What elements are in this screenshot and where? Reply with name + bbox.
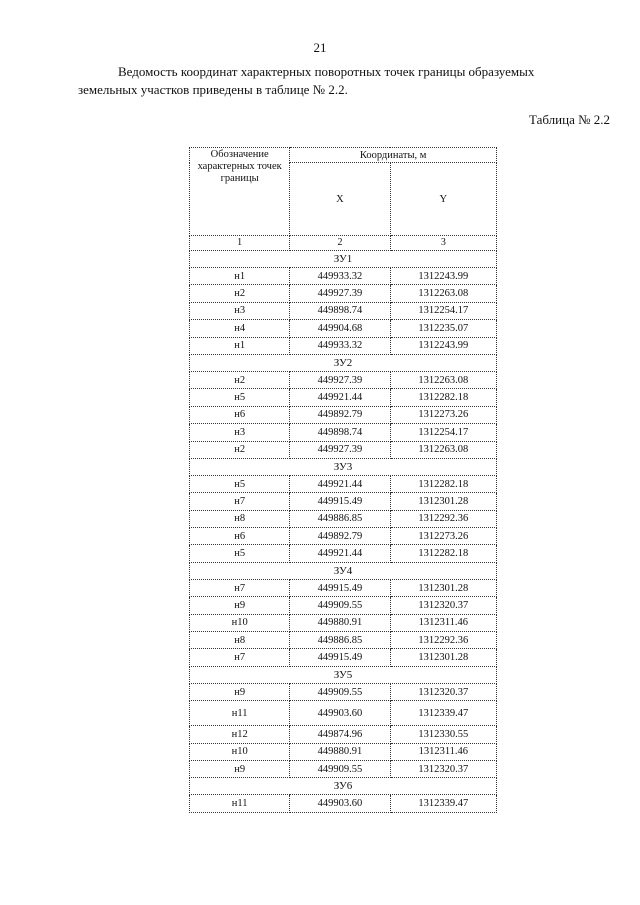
point-name-cell: н5 [190,475,290,492]
x-coordinate-cell: 449909.55 [290,760,390,777]
y-coordinate-cell: 1312254.17 [390,302,496,319]
table-row [190,597,497,614]
y-coordinate-cell: 1312263.08 [390,441,496,458]
x-coordinate-cell: 449874.96 [290,726,390,743]
y-coordinate-cell: 1312301.28 [390,579,496,596]
point-name-cell: н9 [190,760,290,777]
point-name-cell: н1 [190,268,290,285]
group-row [190,458,497,475]
x-coordinate-cell: 449921.44 [290,389,390,406]
table-row [190,493,497,510]
x-coordinate-cell: 449927.39 [290,441,390,458]
table-row [190,545,497,562]
column-index: 2 [290,236,390,251]
y-coordinate-cell: 1312282.18 [390,389,496,406]
point-name-cell: н1 [190,337,290,354]
x-coordinate-cell: 449909.55 [290,683,390,700]
table-row [190,683,497,700]
x-coordinate-cell: 449904.68 [290,320,390,337]
table-row [190,475,497,492]
table-row [190,649,497,666]
table-row [190,389,497,406]
group-label: ЗУ2 [190,354,497,371]
group-row [190,562,497,579]
point-name-cell: н7 [190,579,290,596]
point-name-cell: н5 [190,545,290,562]
point-name-cell: н6 [190,406,290,423]
table-row [190,579,497,596]
y-coordinate-cell: 1312243.99 [390,337,496,354]
group-label: ЗУ6 [190,778,497,795]
table-row [190,337,497,354]
y-coordinate-cell: 1312311.46 [390,743,496,760]
y-coordinate-cell: 1312292.36 [390,510,496,527]
table-row [190,406,497,423]
table-row [190,760,497,777]
group-row [190,354,497,371]
point-name-cell: н7 [190,493,290,510]
x-coordinate-cell: 449903.60 [290,795,390,812]
y-coordinate-cell: 1312320.37 [390,597,496,614]
header-coordinates: Координаты, м [290,148,497,163]
point-name-cell: н8 [190,510,290,527]
table-caption: Таблица № 2.2 [528,112,610,127]
point-name-cell: н8 [190,632,290,649]
y-coordinate-cell: 1312282.18 [390,475,496,492]
x-coordinate-cell: 449892.79 [290,528,390,545]
y-coordinate-cell: 1312320.37 [390,760,496,777]
y-coordinate-cell: 1312263.08 [390,371,496,388]
x-coordinate-cell: 449880.91 [290,614,390,631]
y-coordinate-cell: 1312301.28 [390,493,496,510]
y-coordinate-cell: 1312235.07 [390,320,496,337]
y-coordinate-cell: 1312330.55 [390,726,496,743]
x-coordinate-cell: 449921.44 [290,545,390,562]
point-name-cell: н12 [190,726,290,743]
x-coordinate-cell: 449933.32 [290,337,390,354]
x-coordinate-cell: 449921.44 [290,475,390,492]
x-coordinate-cell: 449880.91 [290,743,390,760]
point-name-cell: н10 [190,743,290,760]
y-coordinate-cell: 1312273.26 [390,406,496,423]
x-coordinate-cell: 449886.85 [290,632,390,649]
y-coordinate-cell: 1312292.36 [390,632,496,649]
table-row [190,726,497,743]
table-row [190,743,497,760]
x-coordinate-cell: 449898.74 [290,424,390,441]
point-name-cell: н3 [190,302,290,319]
point-name-cell: н2 [190,285,290,302]
table-row [190,268,497,285]
x-coordinate-cell: 449892.79 [290,406,390,423]
intro-line-2: земельных участков приведены в таблице № 2.2. [78,82,348,97]
point-name-cell: н3 [190,424,290,441]
x-coordinate-cell: 449915.49 [290,579,390,596]
y-coordinate-cell: 1312311.46 [390,614,496,631]
intro-line-1: Ведомость координат характерных поворотных точек границы образуемых [118,64,535,79]
x-coordinate-cell: 449927.39 [290,371,390,388]
y-coordinate-cell: 1312339.47 [390,701,496,726]
group-row [190,778,497,795]
header-x: X [290,163,390,236]
group-label: ЗУ3 [190,458,497,475]
point-name-cell: н9 [190,683,290,700]
point-name-cell: н4 [190,320,290,337]
table-row [190,441,497,458]
page-number: 21 [313,40,327,55]
group-label: ЗУ1 [190,251,497,268]
point-name-cell: н11 [190,701,290,726]
point-name-cell: н5 [190,389,290,406]
table-row [190,795,497,812]
header-point-name: Обозначение характерных точек границы [190,148,290,236]
y-coordinate-cell: 1312273.26 [390,528,496,545]
intro-paragraph [78,63,614,99]
table-row [190,302,497,319]
column-index: 1 [190,236,290,251]
table-row [190,285,497,302]
x-coordinate-cell: 449927.39 [290,285,390,302]
x-coordinate-cell: 449915.49 [290,649,390,666]
group-row [190,666,497,683]
y-coordinate-cell: 1312320.37 [390,683,496,700]
y-coordinate-cell: 1312243.99 [390,268,496,285]
group-label: ЗУ5 [190,666,497,683]
y-coordinate-cell: 1312301.28 [390,649,496,666]
table-row [190,528,497,545]
point-name-cell: н2 [190,441,290,458]
group-label: ЗУ4 [190,562,497,579]
column-index: 3 [390,236,496,251]
table-row [190,614,497,631]
group-row [190,251,497,268]
point-name-cell: н7 [190,649,290,666]
x-coordinate-cell: 449886.85 [290,510,390,527]
table-body [190,251,497,813]
x-coordinate-cell: 449903.60 [290,701,390,726]
y-coordinate-cell: 1312282.18 [390,545,496,562]
y-coordinate-cell: 1312339.47 [390,795,496,812]
x-coordinate-cell: 449909.55 [290,597,390,614]
point-name-cell: н9 [190,597,290,614]
coordinates-table [189,147,497,813]
point-name-cell: н6 [190,528,290,545]
table-row [190,424,497,441]
table-row [190,632,497,649]
table-row [190,510,497,527]
x-coordinate-cell: 449898.74 [290,302,390,319]
table-row [190,701,497,726]
table-row [190,371,497,388]
y-coordinate-cell: 1312254.17 [390,424,496,441]
point-name-cell: н2 [190,371,290,388]
point-name-cell: н11 [190,795,290,812]
header-y: Y [390,163,496,236]
table-row [190,320,497,337]
y-coordinate-cell: 1312263.08 [390,285,496,302]
point-name-cell: н10 [190,614,290,631]
x-coordinate-cell: 449915.49 [290,493,390,510]
x-coordinate-cell: 449933.32 [290,268,390,285]
